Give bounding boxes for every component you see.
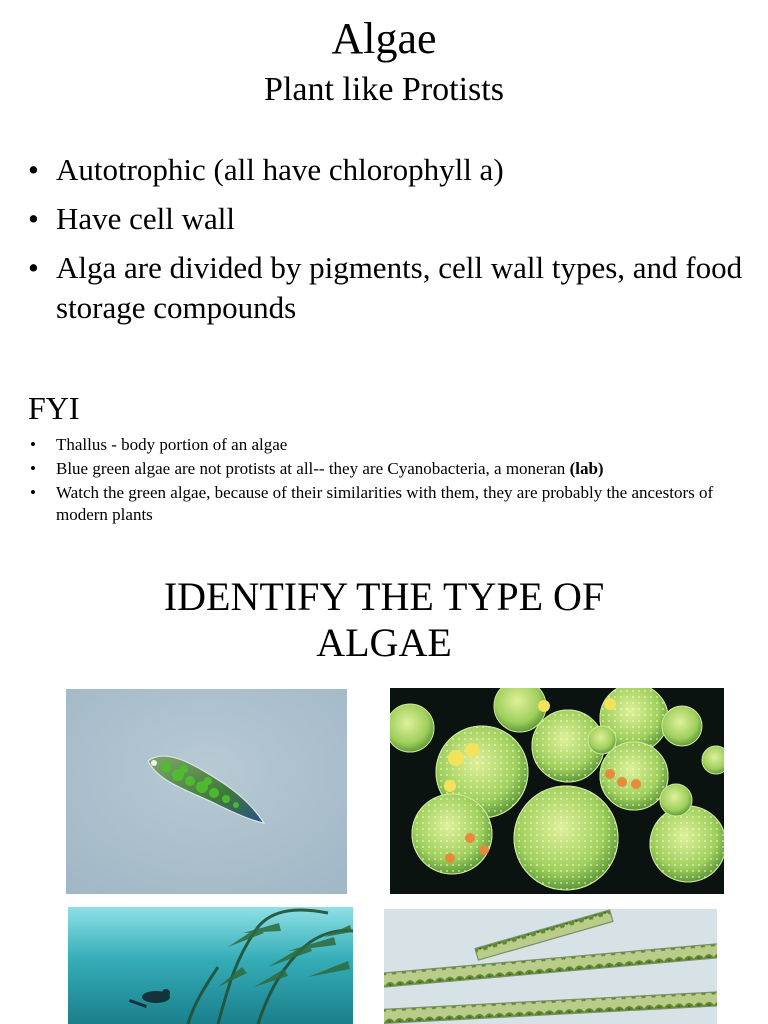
fyi-item-bold-note: (lab) (569, 459, 604, 478)
page-subtitle: Plant like Protists (264, 71, 504, 108)
fyi-item-cyanobacteria (30, 458, 750, 480)
fyi-item-green-algae (30, 482, 750, 526)
fyi-item-text: Blue green algae are not protists at all-- they are Cyanobacteria, a moneran (56, 459, 570, 478)
bullet-autotrophic: • Autotrophic (all have chlorophyll a) (28, 150, 763, 190)
spirogyra-filaments-image (384, 909, 717, 1024)
fyi-bullet-list (30, 434, 750, 528)
kelp-photo (68, 907, 353, 1024)
volvox-photo (390, 688, 724, 894)
fyi-item-thallus (30, 434, 750, 456)
bullet-cell-wall: • Have cell wall (28, 199, 763, 239)
euglena-microscope-image (66, 689, 347, 894)
fyi-item-text: Watch the green algae, because of their similarities with them, they are probably the ancestors of modern plants (56, 483, 714, 524)
volvox-colonies-image (390, 688, 724, 894)
fyi-item-text: Thallus - body portion of an algae (56, 435, 288, 454)
fyi-heading: FYI (28, 390, 80, 426)
main-bullet-list (28, 150, 763, 337)
identify-heading-line1: IDENTIFY THE TYPE OF (163, 574, 605, 619)
spirogyra-photo (384, 909, 717, 1024)
identify-heading (0, 574, 768, 666)
euglena-photo (66, 689, 347, 894)
bullet-divided-by: • Alga are divided by pigments, cell wall types, and food storage compounds (28, 248, 763, 328)
kelp-forest-diver-image (68, 907, 353, 1024)
identify-heading-line2: ALGAE (316, 620, 452, 665)
page-title: Algae (331, 14, 437, 63)
